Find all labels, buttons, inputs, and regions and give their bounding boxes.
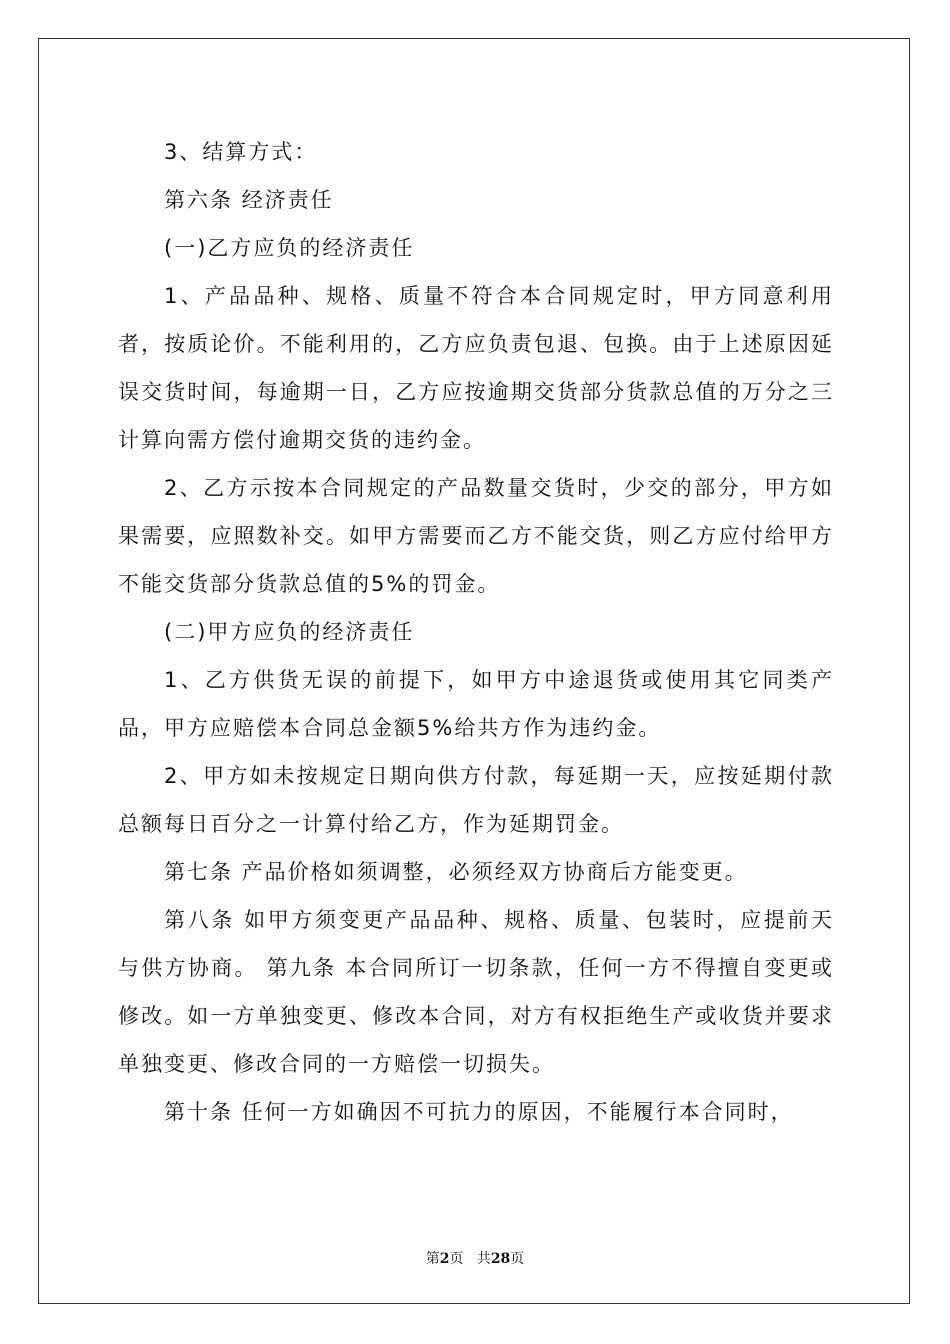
footer-page-prefix: 第 [425,1251,440,1267]
paragraph-party-a-liability-title: (二)甲方应负的经济责任 [164,620,415,644]
paragraph-article-6-title: 第六条 经济责任 [164,188,334,212]
paragraph-settlement-method: 3、结算方式： [164,140,318,164]
footer-total-prefix: 共 [476,1251,491,1267]
footer-total-suffix: 页 [510,1251,525,1267]
footer-page-suffix: 页 [449,1251,464,1267]
paragraph-party-a-item-1: 1、乙方供货无误的前提下，如甲方中途退货或使用其它同类产品，甲方应赔偿本合同总金额5%给共方作为违约金。 [118,668,834,740]
paragraph-article-10: 第十条 任何一方如确因不可抗力的原因，不能履行本合同时， [164,1100,794,1124]
paragraph-party-b-item-1: 1、产品品种、规格、质量不符合本合同规定时，甲方同意利用者，按质论价。不能利用的，乙方应负责包退、包换。由于上述原因延误交货时间，每逾期一日，乙方应按逾期交货部分货款总值的万分之三计算向需方偿付逾期交货的违约金。 [118,284,834,452]
paragraph-party-b-item-2: 2、乙方示按本合同规定的产品数量交货时，少交的部分，甲方如果需要，应照数补交。如甲方需要而乙方不能交货，则乙方应付给甲方不能交货部分货款总值的5%的罚金。 [118,476,834,596]
page-footer [0,1248,950,1268]
footer-page-number: 2 [439,1251,450,1267]
footer-total-pages: 28 [490,1251,511,1267]
paragraph-article-7: 第七条 产品价格如须调整，必须经双方协商后方能变更。 [164,860,748,884]
paragraph-party-b-liability-title: (一)乙方应负的经济责任 [164,236,415,260]
paragraph-article-8-9: 第八条 如甲方须变更产品品种、规格、质量、包装时，应提前天与供方协商。 第九条 本合同所订一切条款，任何一方不得擅自变更或修改。如一方单独变更、修改本合同，对方有权拒绝生产或收货并要求单独变更、修改合同的一方赔偿一切损失。 [118,908,834,1076]
paragraph-party-a-item-2: 2、甲方如未按规定日期向供方付款，每延期一天，应按延期付款总额每日百分之一计算付给乙方，作为延期罚金。 [118,764,834,836]
document-body [118,128,834,1136]
